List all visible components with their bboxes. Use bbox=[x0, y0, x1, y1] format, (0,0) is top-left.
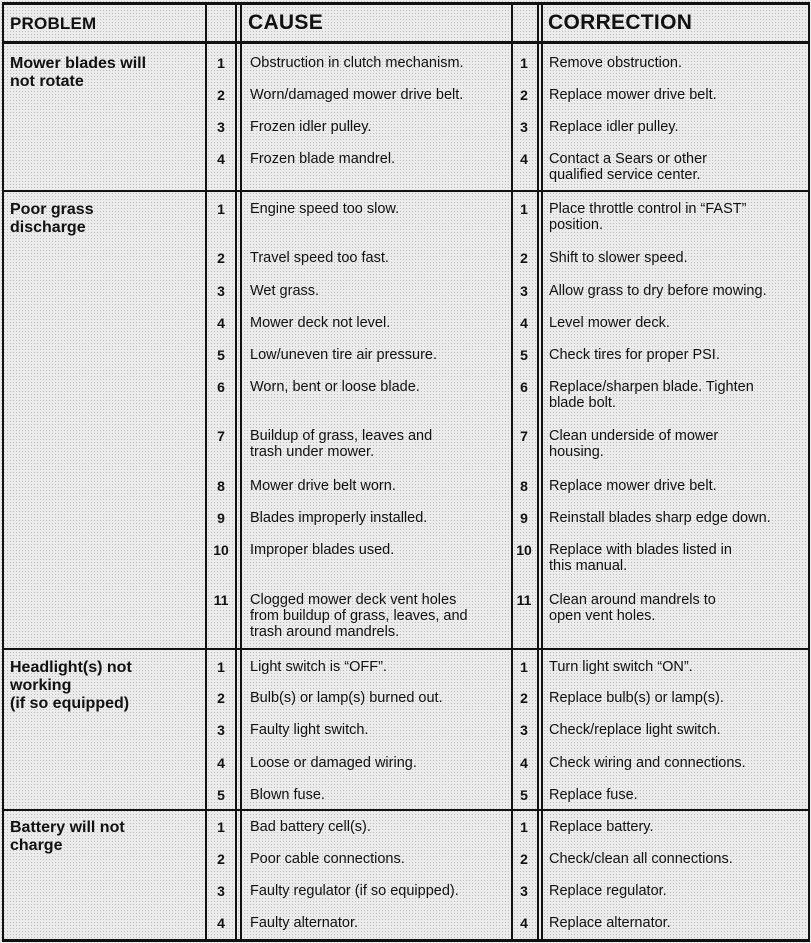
correction-number: 4 bbox=[520, 151, 528, 167]
cause-number: 5 bbox=[217, 787, 225, 803]
cause-number: 1 bbox=[217, 659, 225, 675]
header-cause: CAUSE bbox=[248, 11, 324, 34]
correction-text: Replace idler pulley. bbox=[549, 119, 679, 135]
correction-number: 8 bbox=[520, 478, 528, 494]
correction-text: Replace with blades listed in this manual. bbox=[549, 542, 732, 574]
column-divider bbox=[240, 2, 242, 942]
correction-text: Check/replace light switch. bbox=[549, 722, 721, 738]
group-divider bbox=[2, 190, 810, 192]
correction-number: 7 bbox=[520, 428, 528, 444]
cause-text: Poor cable connections. bbox=[250, 851, 405, 867]
correction-text: Replace battery. bbox=[549, 819, 654, 835]
cause-number: 9 bbox=[217, 510, 225, 526]
correction-text: Check wiring and connections. bbox=[549, 755, 746, 771]
correction-text: Place throttle control in “FAST” position. bbox=[549, 201, 747, 233]
correction-number: 10 bbox=[516, 542, 532, 558]
correction-text: Allow grass to dry before mowing. bbox=[549, 283, 767, 299]
column-divider bbox=[541, 2, 543, 942]
cause-number: 1 bbox=[217, 819, 225, 835]
correction-number: 3 bbox=[520, 722, 528, 738]
table-top-border bbox=[2, 2, 810, 5]
correction-number: 1 bbox=[520, 55, 528, 71]
cause-number: 5 bbox=[217, 347, 225, 363]
cause-text: Faulty regulator (if so equipped). bbox=[250, 883, 459, 899]
cause-number: 2 bbox=[217, 87, 225, 103]
problem-label: Headlight(s) not working (if so equipped) bbox=[10, 659, 132, 712]
correction-number: 11 bbox=[516, 592, 532, 608]
correction-number: 3 bbox=[520, 883, 528, 899]
correction-text: Remove obstruction. bbox=[549, 55, 682, 71]
correction-text: Replace mower drive belt. bbox=[549, 87, 717, 103]
correction-number: 2 bbox=[520, 250, 528, 266]
cause-number: 3 bbox=[217, 119, 225, 135]
correction-number: 5 bbox=[520, 347, 528, 363]
cause-text: Worn/damaged mower drive belt. bbox=[250, 87, 464, 103]
problem-label: Mower blades will not rotate bbox=[10, 55, 147, 90]
cause-number: 4 bbox=[217, 915, 225, 931]
cause-text: Buildup of grass, leaves and trash under mower. bbox=[250, 428, 433, 460]
correction-text: Replace bulb(s) or lamp(s). bbox=[549, 690, 724, 706]
correction-text: Replace fuse. bbox=[549, 787, 638, 803]
header-problem: PROBLEM bbox=[10, 14, 97, 33]
correction-number: 2 bbox=[520, 690, 528, 706]
cause-text: Clogged mower deck vent holes from buildup of grass, leaves, and trash around mandrels. bbox=[250, 592, 468, 640]
cause-text: Frozen blade mandrel. bbox=[250, 151, 396, 167]
correction-number: 4 bbox=[520, 915, 528, 931]
cause-number: 6 bbox=[217, 379, 225, 395]
correction-number: 4 bbox=[520, 755, 528, 771]
cause-text: Blades improperly installed. bbox=[250, 510, 428, 526]
cause-text: Bad battery cell(s). bbox=[250, 819, 371, 835]
cause-number: 4 bbox=[217, 151, 225, 167]
cause-text: Bulb(s) or lamp(s) burned out. bbox=[250, 690, 443, 706]
cause-number: 8 bbox=[217, 478, 225, 494]
cause-text: Engine speed too slow. bbox=[250, 201, 400, 217]
group-divider bbox=[2, 648, 810, 650]
problem-label: Battery will not charge bbox=[10, 819, 125, 854]
table-right-border bbox=[808, 2, 810, 942]
correction-number: 3 bbox=[520, 119, 528, 135]
cause-text: Loose or damaged wiring. bbox=[250, 755, 417, 771]
cause-number: 10 bbox=[213, 542, 229, 558]
correction-text: Contact a Sears or other qualified service center. bbox=[549, 151, 707, 183]
group-divider bbox=[2, 809, 810, 811]
cause-text: Blown fuse. bbox=[250, 787, 325, 803]
cause-number: 2 bbox=[217, 690, 225, 706]
cause-number: 4 bbox=[217, 755, 225, 771]
cause-text: Low/uneven tire air pressure. bbox=[250, 347, 437, 363]
cause-number: 3 bbox=[217, 283, 225, 299]
cause-text: Travel speed too fast. bbox=[250, 250, 389, 266]
correction-text: Shift to slower speed. bbox=[549, 250, 688, 266]
cause-number: 1 bbox=[217, 55, 225, 71]
cause-number: 1 bbox=[217, 201, 225, 217]
correction-text: Replace regulator. bbox=[549, 883, 667, 899]
correction-text: Level mower deck. bbox=[549, 315, 670, 331]
header-correction: CORRECTION bbox=[548, 11, 693, 34]
table-left-border bbox=[2, 2, 4, 942]
correction-number: 3 bbox=[520, 283, 528, 299]
correction-text: Clean underside of mower housing. bbox=[549, 428, 719, 460]
cause-number: 4 bbox=[217, 315, 225, 331]
correction-number: 9 bbox=[520, 510, 528, 526]
cause-number: 2 bbox=[217, 851, 225, 867]
correction-number: 2 bbox=[520, 851, 528, 867]
correction-number: 6 bbox=[520, 379, 528, 395]
cause-text: Light switch is “OFF”. bbox=[250, 659, 387, 675]
correction-text: Check tires for proper PSI. bbox=[549, 347, 720, 363]
correction-number: 1 bbox=[520, 659, 528, 675]
cause-text: Obstruction in clutch mechanism. bbox=[250, 55, 464, 71]
correction-number: 1 bbox=[520, 819, 528, 835]
cause-text: Faulty light switch. bbox=[250, 722, 369, 738]
cause-number: 7 bbox=[217, 428, 225, 444]
cause-text: Frozen idler pulley. bbox=[250, 119, 372, 135]
header-bottom-border bbox=[2, 41, 810, 44]
correction-number: 2 bbox=[520, 87, 528, 103]
correction-text: Replace mower drive belt. bbox=[549, 478, 717, 494]
cause-text: Worn, bent or loose blade. bbox=[250, 379, 420, 395]
correction-text: Replace alternator. bbox=[549, 915, 671, 931]
correction-text: Clean around mandrels to open vent holes. bbox=[549, 592, 716, 624]
correction-number: 4 bbox=[520, 315, 528, 331]
cause-text: Wet grass. bbox=[250, 283, 320, 299]
correction-text: Check/clean all connections. bbox=[549, 851, 733, 867]
correction-number: 5 bbox=[520, 787, 528, 803]
cause-text: Faulty alternator. bbox=[250, 915, 358, 931]
problem-label: Poor grass discharge bbox=[10, 201, 94, 236]
cause-number: 3 bbox=[217, 883, 225, 899]
cause-number: 2 bbox=[217, 250, 225, 266]
correction-text: Reinstall blades sharp edge down. bbox=[549, 510, 771, 526]
table-bottom-border bbox=[2, 939, 810, 942]
cause-number: 11 bbox=[213, 592, 229, 608]
correction-text: Replace/sharpen blade. Tighten blade bolt. bbox=[549, 379, 754, 411]
cause-text: Improper blades used. bbox=[250, 542, 395, 558]
cause-text: Mower deck not level. bbox=[250, 315, 391, 331]
correction-text: Turn light switch “ON”. bbox=[549, 659, 693, 675]
cause-text: Mower drive belt worn. bbox=[250, 478, 396, 494]
correction-number: 1 bbox=[520, 201, 528, 217]
cause-number: 3 bbox=[217, 722, 225, 738]
